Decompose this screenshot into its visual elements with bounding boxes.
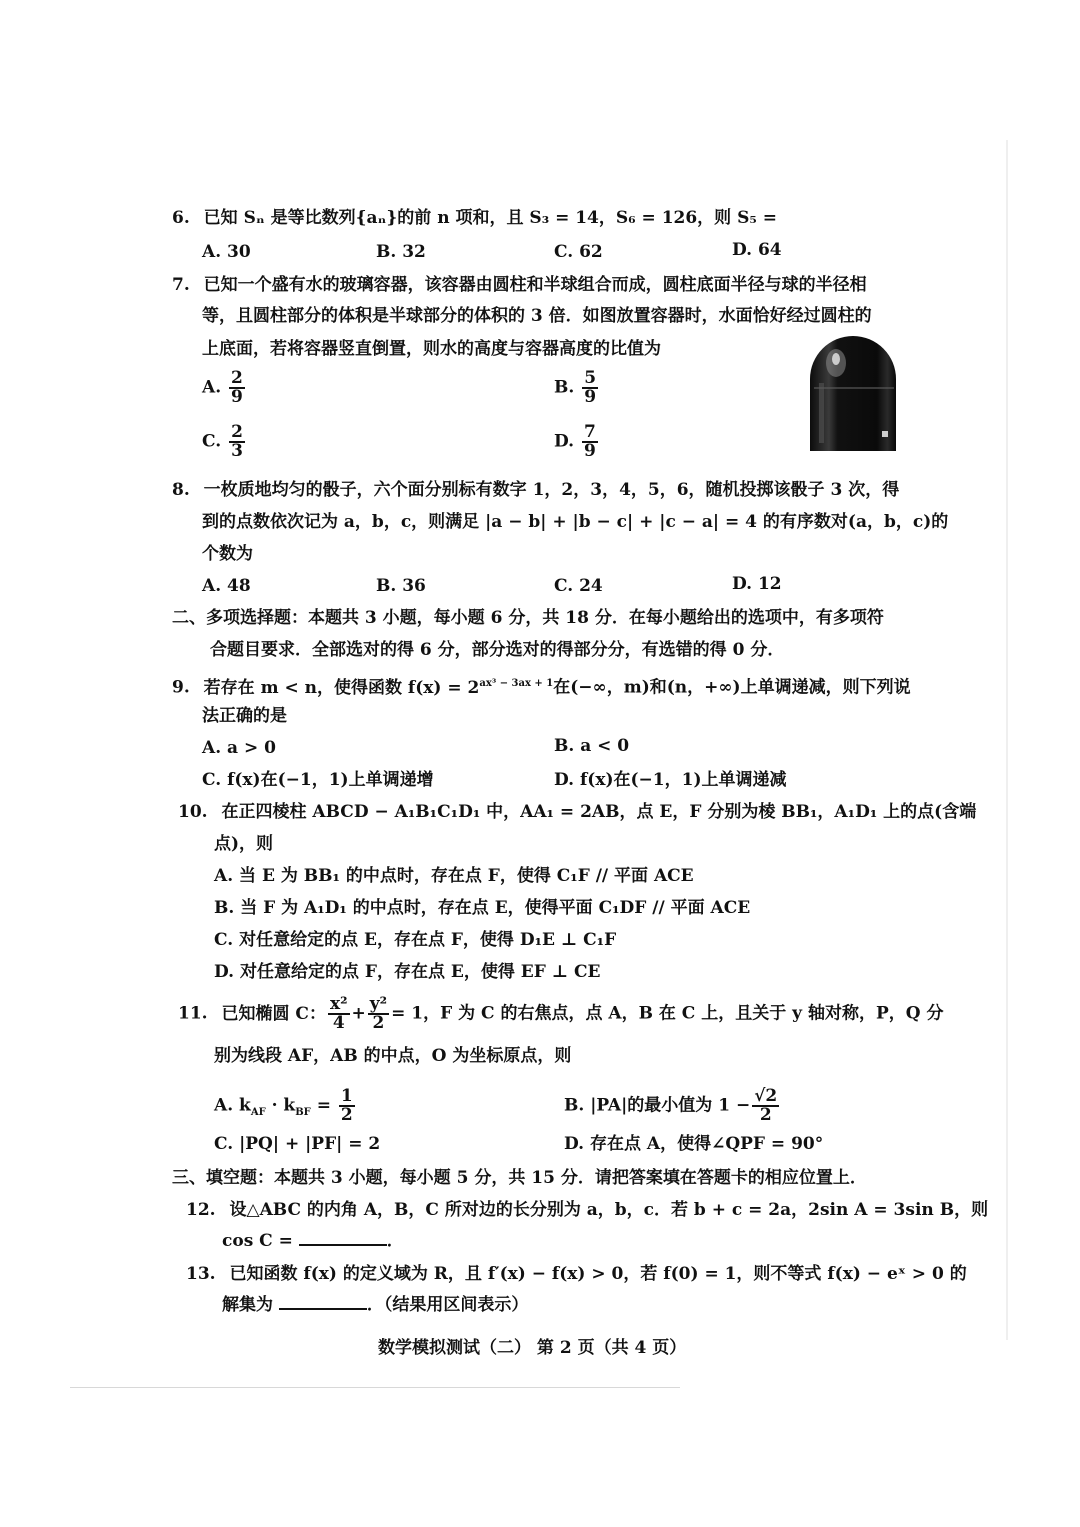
numerator: 2	[231, 422, 243, 442]
question-13	[186, 1262, 967, 1286]
divider	[70, 1387, 680, 1388]
q8-option-c: C. 24	[554, 576, 603, 596]
subscript: BF	[295, 1106, 311, 1118]
question-8-line-2: 到的点数依次记为 a，b，c，则满足 |a − b| + |b − c| + |c − a| = 4 的有序数对(a，b，c)的	[202, 512, 949, 532]
denominator: 9	[231, 387, 243, 407]
q10-option-d: D. 对任意给定的点 F，存在点 E，使得 EF ⊥ CE	[214, 962, 601, 982]
option-label: C.	[202, 431, 222, 452]
q6-option-b: B. 32	[376, 242, 426, 262]
question-6	[172, 206, 777, 230]
denominator: 3	[231, 441, 243, 461]
question-9-line-2: 法正确的是	[202, 706, 287, 726]
exponent: ax³ − 3ax + 1	[479, 678, 554, 689]
question-number: 10.	[178, 802, 208, 822]
section-2-heading: 二、多项选择题：本题共 3 小题，每小题 6 分，共 18 分．在每小题给出的选项中，有多项符	[172, 608, 884, 628]
numerator: 7	[583, 422, 596, 442]
question-stem-cont: = 1，F 为 C 的右焦点，点 A，B 在 C 上，且关于 y 轴对称，P，Q 分	[391, 1003, 944, 1024]
q11-option-a	[214, 1088, 357, 1125]
question-7-line-3: 上底面，若将容器竖直倒置，则水的高度与容器高度的比值为	[202, 339, 661, 359]
question-stem: 设△ABC 的内角 A，B，C 所对边的长分别为 a，b，c．若 b + c = 2a，2sin A = 3sin B，则	[229, 1200, 989, 1220]
denominator: 9	[583, 441, 596, 461]
answer-blank[interactable]	[299, 1228, 387, 1246]
section-3-heading: 三、填空题：本题共 3 小题，每小题 5 分，共 15 分．请把答案填在答题卡的相应位置上．	[172, 1168, 867, 1188]
section-2-heading-line-2: 合题目要求．全部选对的得 6 分，部分选对的得部分分，有选错的得 0 分．	[210, 640, 785, 660]
question-8	[172, 478, 899, 502]
question-11-line-2: 别为线段 AF，AB 的中点，O 为坐标原点，则	[214, 1046, 572, 1066]
question-number: 7.	[172, 275, 190, 295]
question-8-line-3: 个数为	[202, 544, 253, 564]
q9-option-b: B. a < 0	[554, 736, 630, 756]
page-footer: 数学模拟测试（二） 第 2 页（共 4 页）	[378, 1338, 687, 1358]
option-text: B. |PA|的最小值为 1 −	[564, 1095, 751, 1116]
answer-blank[interactable]	[279, 1292, 367, 1310]
question-number: 6.	[172, 208, 190, 228]
q10-option-c: C. 对任意给定的点 E，存在点 F，使得 D₁E ⊥ C₁F	[214, 930, 617, 950]
question-stem: 一枚质地均匀的骰子，六个面分别标有数字 1，2，3，4，5，6，随机投掷该骰子 3 次，得	[203, 480, 900, 500]
fraction	[229, 370, 245, 406]
question-stem-cont: 在(−∞，m)和(n，+∞)上单调递减，则下列说	[553, 677, 911, 698]
q6-option-d: D. 64	[732, 240, 782, 260]
numerator: x²	[329, 994, 348, 1014]
question-12-line-2	[222, 1228, 404, 1253]
q8-option-b: B. 36	[376, 576, 426, 596]
question-stem: 已知函数 f(x) 的定义域为 R，且 f′(x) − f(x) > 0，若 f(0) = 1，则不等式 f(x) − eˣ > 0 的	[229, 1264, 967, 1284]
question-stem: 已知 Sₙ 是等比数列{aₙ}的前 n 项和，且 S₃ = 14，S₆ = 126，则 S₅ =	[203, 208, 777, 228]
numerator: 1	[340, 1086, 353, 1106]
q7-option-d	[554, 424, 600, 460]
question-11	[178, 996, 943, 1032]
q7-option-b	[554, 370, 600, 406]
denominator: 9	[584, 387, 597, 407]
q10-option-a: A. 当 E 为 BB₁ 的中点时，存在点 F，使得 C₁F // 平面 ACE	[214, 866, 694, 886]
question-9	[172, 672, 911, 700]
option-label: D.	[554, 431, 575, 452]
question-stem: 在正四棱柱 ABCD − A₁B₁C₁D₁ 中，AA₁ = 2AB，点 E，F 分别为棱 BB₁，A₁D₁ 上的点(含端	[221, 802, 977, 822]
glass-container-figure	[806, 333, 900, 453]
q7-option-a	[202, 370, 247, 406]
q9-option-c: C. f(x)在(−1，1)上单调递增	[202, 770, 434, 790]
question-stem: 已知椭圆 C：	[221, 1003, 326, 1024]
fraction	[582, 370, 598, 406]
fraction	[339, 1088, 355, 1124]
q7-option-c	[202, 424, 247, 460]
fraction	[582, 424, 598, 460]
q9-option-d: D. f(x)在(−1，1)上单调递减	[554, 770, 787, 790]
fraction	[752, 1088, 779, 1124]
numerator: 2	[231, 368, 243, 388]
option-text: · k	[265, 1095, 296, 1116]
question-12	[186, 1198, 988, 1222]
denominator: 2	[340, 1105, 353, 1125]
option-label: A.	[202, 377, 222, 398]
instruction: ．（结果用区间表示）	[366, 1295, 529, 1315]
denominator: 2	[759, 1105, 772, 1125]
cos-c-label: cos C =	[222, 1231, 293, 1251]
question-number: 12.	[186, 1200, 216, 1220]
denominator: 4	[332, 1013, 345, 1033]
fraction	[229, 424, 245, 460]
fraction-x2-4	[328, 996, 350, 1032]
numerator: y²	[369, 994, 388, 1014]
subscript: AF	[250, 1106, 266, 1118]
equals-sign: =	[310, 1095, 337, 1116]
plus-sign: +	[351, 1003, 366, 1024]
q11-option-d: D. 存在点 A，使得∠QPF = 90°	[564, 1134, 824, 1154]
question-stem: 若存在 m < n，使得函数 f(x) = 2	[203, 677, 480, 698]
question-number: 11.	[178, 1003, 208, 1024]
question-number: 8.	[172, 480, 190, 500]
q8-option-d: D. 12	[732, 574, 782, 594]
q6-option-c: C. 62	[554, 242, 603, 262]
q11-option-c: C. |PQ| + |PF| = 2	[214, 1134, 381, 1154]
question-10-line-2: 点)，则	[214, 834, 274, 854]
question-13-line-2	[222, 1292, 528, 1317]
q6-option-a: A. 30	[202, 242, 251, 262]
q8-option-a: A. 48	[202, 576, 251, 596]
numerator: √2	[754, 1086, 778, 1106]
numerator: 5	[584, 368, 597, 388]
q10-option-b: B. 当 F 为 A₁D₁ 的中点时，存在点 E，使得平面 C₁DF // 平面 ACE	[214, 898, 751, 918]
q11-option-b	[564, 1088, 781, 1124]
q9-option-a: A. a > 0	[202, 738, 276, 758]
divider	[1006, 140, 1008, 1340]
denominator: 2	[372, 1013, 385, 1033]
question-stem: 已知一个盛有水的玻璃容器，该容器由圆柱和半球组合而成，圆柱底面半径与球的半径相	[203, 275, 867, 295]
question-number: 13.	[186, 1264, 216, 1284]
option-text: A. k	[214, 1095, 251, 1116]
fraction-y2-2	[368, 996, 389, 1032]
option-label: B.	[554, 377, 575, 398]
solution-set-label: 解集为	[222, 1295, 273, 1315]
question-7-line-2: 等，且圆柱部分的体积是半球部分的体积的 3 倍．如图放置容器时，水面恰好经过圆柱的	[202, 306, 872, 326]
question-7	[172, 273, 867, 297]
period: ．	[386, 1231, 404, 1251]
question-10	[178, 800, 976, 824]
question-number: 9.	[172, 677, 190, 698]
